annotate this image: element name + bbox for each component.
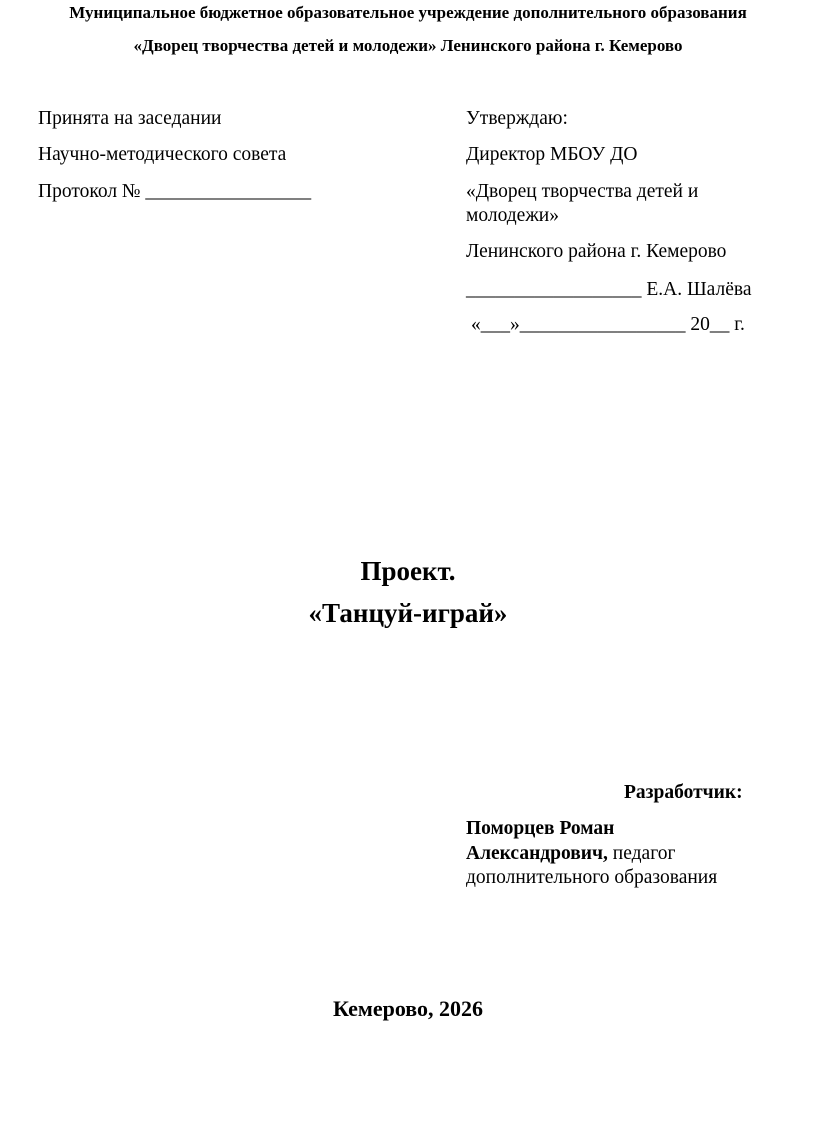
developer-position: дополнительного образования	[466, 867, 718, 888]
project-title-label: Проект.	[360, 556, 456, 586]
approval-director: Директор МБОУ ДО	[466, 144, 638, 165]
approval-institution-line-1: «Дворец творчества детей и	[466, 181, 699, 202]
developer-role: педагог	[607, 843, 676, 864]
institution-name-line-2: «Дворец творчества детей и молодежи» Ленинского района г. Кемерово	[133, 36, 683, 55]
approval-date-line: «___»_________________ 20__ г.	[471, 314, 745, 335]
approval-institution-line-2: молодежи»	[466, 205, 559, 226]
developer-patronymic: Александрович,	[466, 843, 608, 864]
developer-label: Разработчик:	[624, 782, 743, 803]
developer-name-line-2	[466, 843, 675, 865]
institution-name-line-1: Муниципальное бюджетное образовательное учреждение дополнительного образования	[69, 3, 747, 22]
approval-signature-line: __________________ Е.А. Шалёва	[466, 279, 752, 300]
approval-heading: Утверждаю:	[466, 108, 568, 129]
protocol-number-line: Протокол № _________________	[38, 181, 312, 202]
approval-district: Ленинского района г. Кемерово	[466, 241, 727, 262]
developer-name-line-1: Поморцев Роман	[466, 818, 615, 839]
project-title-name: «Танцуй-играй»	[308, 598, 508, 628]
accepted-line-1: Принята на заседании	[38, 108, 222, 129]
place-and-year: Кемерово, 2026	[332, 996, 484, 1021]
accepted-line-2: Научно-методического совета	[38, 144, 287, 165]
